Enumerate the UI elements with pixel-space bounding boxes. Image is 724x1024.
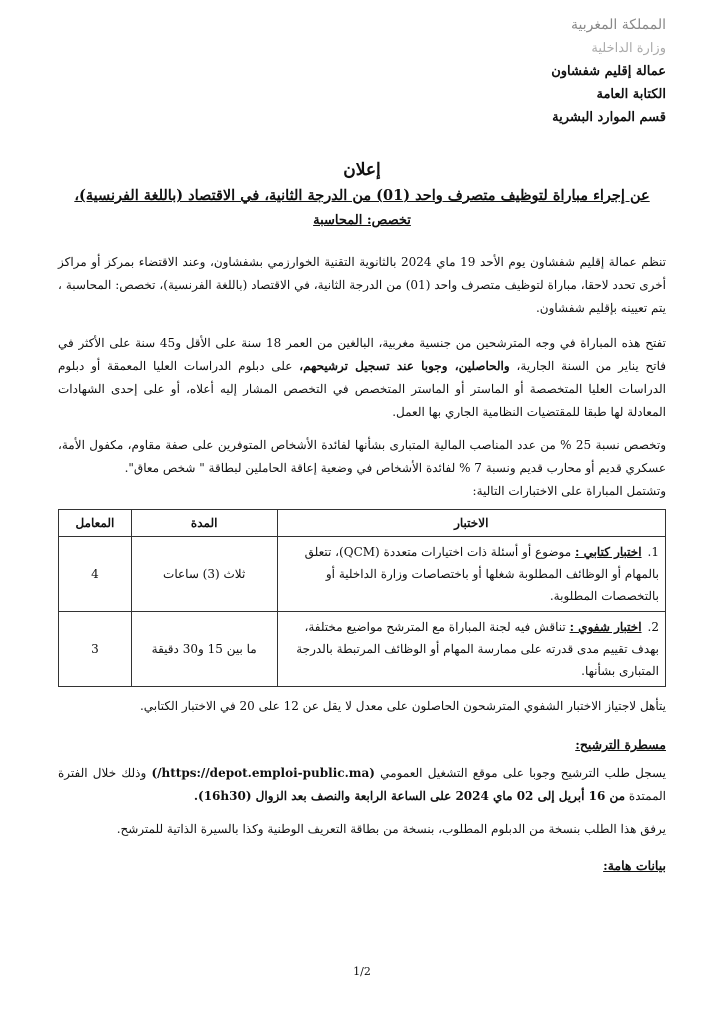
exams-table [58, 509, 666, 687]
paragraph-application [58, 762, 666, 808]
paragraph-quota: وتخصص نسبة 25 % من عدد المناصب المالية المتبارى بشأنها لفائدة الأشخاص المتوفرين على صفة مقاوم، مكفول الأمة، عسكري قديم أو محارب قديم ونسبة 7 % لفائدة الأشخاص في وضعية إعاقة الحاملين لبطاقة " شخص معاق". [58, 438, 667, 475]
row-number: 1. [647, 545, 659, 559]
secretariat-name: الكتابة العامة [596, 87, 666, 102]
announcement-title: إعلان [343, 160, 381, 180]
eligibility-text-c: على دبلوم الدراسات العليا المعمقة أو دبلوم الدراسات العليا المتخصصة أو الماستر أو الماستر المتخصص في التخصص المشار إليه أعلاه، أو على إحدى الشهادات المعادلة لها طبقا للمقتضيات النظامية الجاري بها العمل. [58, 359, 666, 419]
duration-cell: ثلاث (3) ساعات [131, 537, 277, 612]
important-section-title: بيانات هامة: [603, 858, 666, 873]
paragraph-eligibility [58, 332, 666, 424]
paragraph-organization: تنظم عمالة إقليم شفشاون يوم الأحد 19 ماي 2024 بالثانوية التقنية الخوارزمي بشفشاون، وعند الاقتضاء بمركز أو مراكز أخرى تحدد لاحقا، مباراة لتوظيف متصرف واحد (01) من الدرجة الثانية، في الاقتصاد (باللغة الفرنسية)، تخصص: المحاسبة ، يتم تعيينه بإقليم شفشاون. [58, 255, 666, 315]
table-header-row [59, 510, 666, 537]
eligibility-text-bold: والحاصلين، وجوبا عند تسجيل ترشيحهم، [299, 359, 510, 373]
announcement-subject: عن إجراء مباراة لتوظيف متصرف واحد (01) من الدرجة الثانية، في الاقتصاد (باللغة الفرنسية)، [74, 187, 650, 204]
paragraph-oral-qualification: يتأهل لاجتياز الاختبار الشفوي المترشحون الحاصلون على معدل لا يقل عن 12 على 20 في الاختبار الكتابي. [139, 699, 666, 713]
province-name: عمالة إقليم شفشاون [551, 64, 666, 79]
page-number: 1/2 [353, 965, 371, 978]
coefficient-cell: 4 [59, 537, 132, 612]
paragraph-tests-intro: وتشتمل المباراة على الاختبارات التالية: [472, 484, 666, 498]
division-name: قسم الموارد البشرية [552, 110, 666, 125]
written-test-cell [277, 537, 665, 612]
table-row [59, 537, 666, 612]
test-description: تناقش فيه لجنة المباراة مع المترشح مواضيع مختلفة، بهدف تقييم مدى قدرته على ممارسة المهام أو الوظائف المرتبطة بالدرجة المتبارى بشأنها. [296, 620, 659, 678]
letterhead [58, 14, 666, 129]
application-url-link[interactable]: (https://depot.emploi-public.ma/) [151, 766, 375, 780]
application-text-b: وذلك خلال الفترة الممتدة [58, 766, 666, 803]
duration-cell: ما بين 15 و30 دقيقة [131, 612, 277, 687]
application-period: من 16 أبريل إلى 02 ماي 2024 على الساعة الرابعة والنصف بعد الزوال (16h30). [193, 789, 626, 803]
oral-test-cell [277, 612, 665, 687]
header-coefficient: المعامل [59, 510, 132, 537]
coefficient-cell: 3 [59, 612, 132, 687]
eligibility-text-a: تفتح هذه المباراة في وجه المترشحين من جنسية مغربية، البالغين من العمر 18 سنة على الأقل و45 سنة على الأكثر في فاتح يناير من السنة الجارية، [58, 336, 666, 373]
announcement-specialty: تخصص: المحاسبة [313, 213, 411, 228]
ministry-name: وزارة الداخلية [591, 41, 666, 56]
test-name: اختبار كتابي : [574, 545, 642, 559]
table-row [59, 612, 666, 687]
test-name: اختبار شفوي : [569, 620, 642, 634]
paragraph-attachments: يرفق هذا الطلب بنسخة من الدبلوم المطلوب، بنسخة من بطاقة التعريف الوطنية وكذا بالسيرة الذاتية للمترشح. [116, 822, 666, 836]
test-description: موضوع أو أسئلة ذات اختيارات متعددة (QCM)، تتعلق بالمهام أو الوظائف المطلوبة شغلها أو باختصاصات وزارة الداخلية أو بالتخصصات المطلوبة. [304, 545, 659, 603]
header-duration: المدة [131, 510, 277, 537]
kingdom-name: المملكة المغربية [570, 17, 666, 33]
application-text-a: يسجل طلب الترشيح وجوبا على موقع التشغيل العمومي [374, 766, 666, 780]
header-test: الاختبار [277, 510, 665, 537]
row-number: 2. [647, 620, 659, 634]
announcement-heading [58, 157, 666, 233]
application-section-title: مسطرة الترشيح: [575, 737, 666, 752]
